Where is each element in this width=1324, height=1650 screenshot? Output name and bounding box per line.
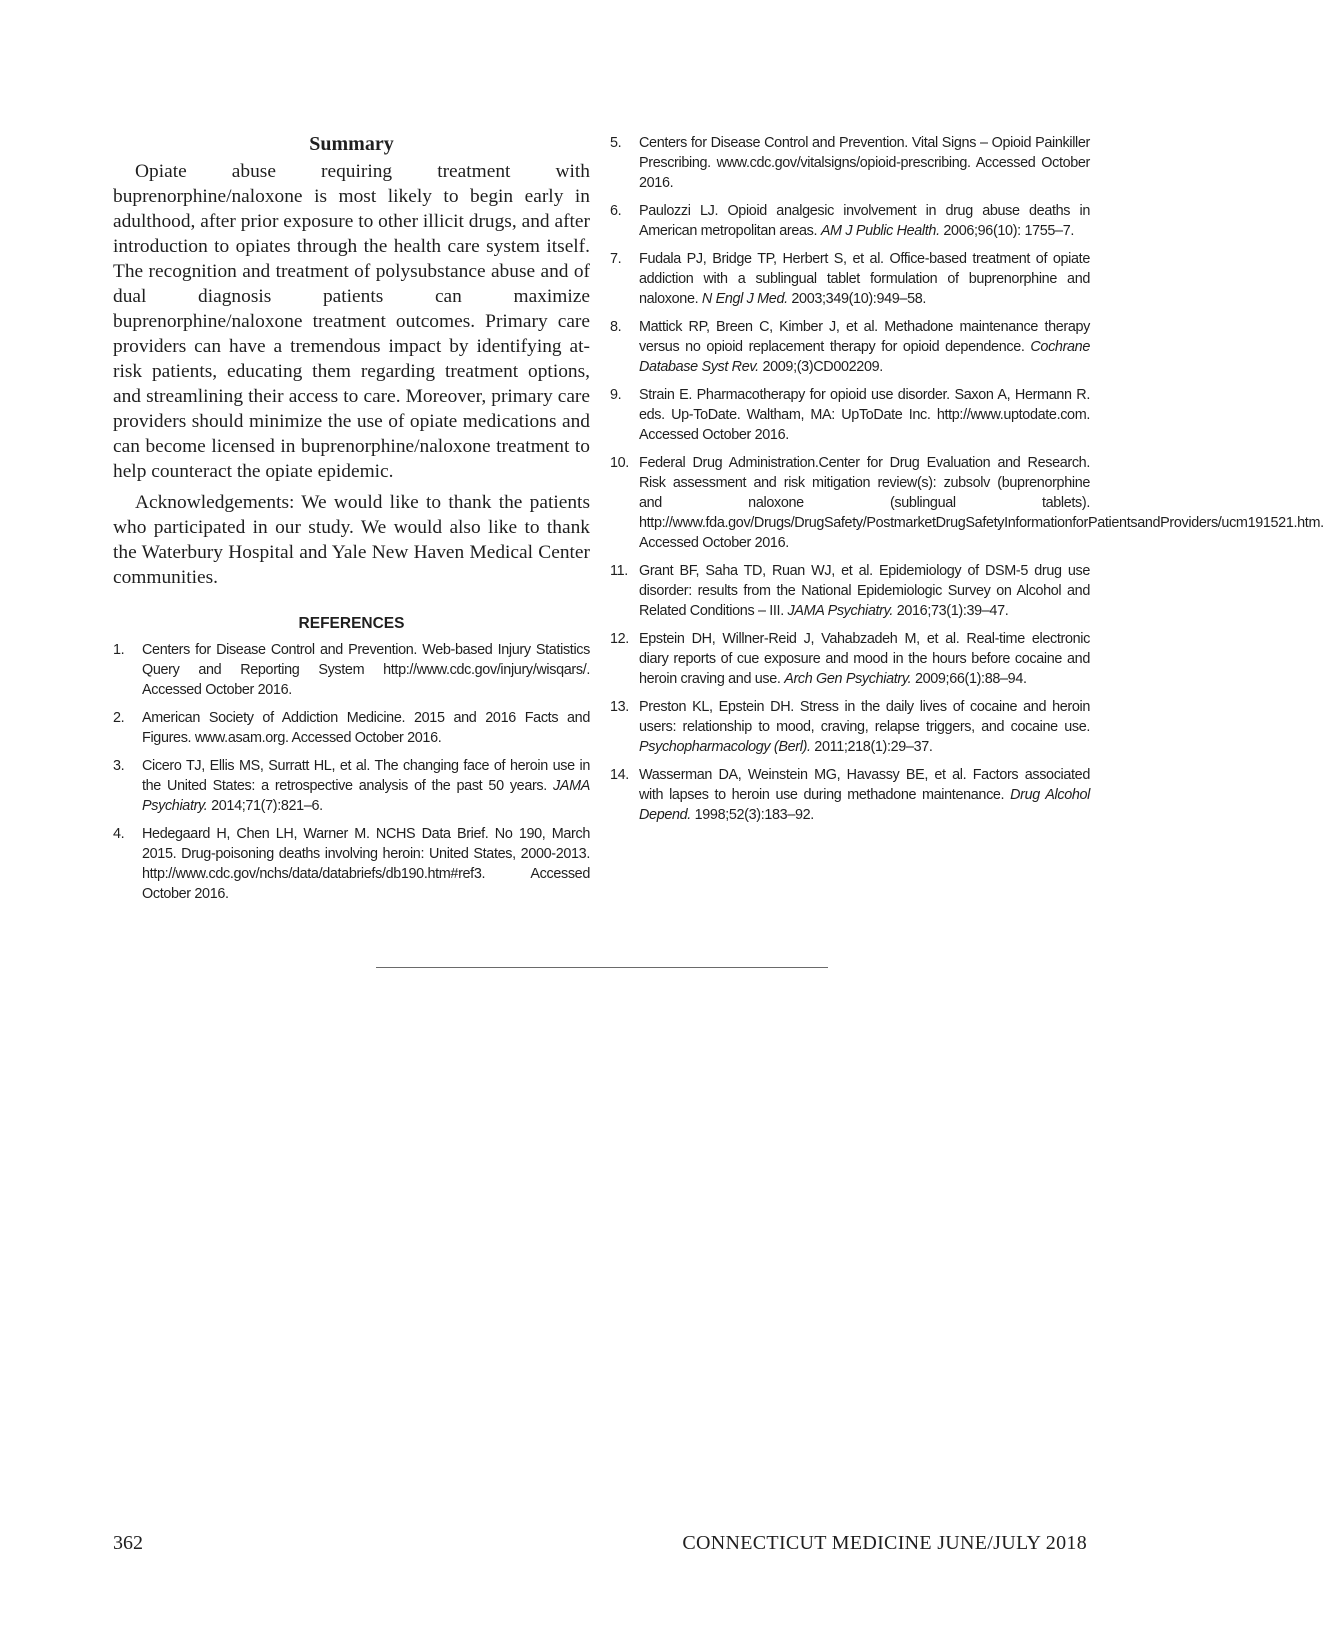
- summary-paragraph: Opiate abuse requiring treatment with buprenorphine/naloxone is most likely to begin early in adulthood, after prior exposure to other illicit drugs, and after introduction to opiates through the health care system itself. The recognition and treatment of polysubstance abuse and of dual diagnosis patients can maximize buprenorphine/naloxone treatment outcomes. Primary care providers can have a tremendous impact by identifying at-risk patients, educating them regarding treatment options, and streamlining their access to care. Moreover, primary care providers should minimize the use of opiate medications and can become licensed in buprenorphine/naloxone treatment to help counteract the opiate epidemic.: [113, 161, 590, 482]
- reference-details: 2006;96(10): 1755–7.: [939, 223, 1075, 239]
- reference-journal: Drug Alcohol Depend.: [639, 787, 1091, 823]
- reference-journal: N Engl J Med.: [701, 291, 788, 307]
- reference-journal: Cochrane Database Syst Rev.: [639, 339, 1090, 375]
- section-divider: [376, 967, 828, 968]
- reference-text: Fudala PJ, Bridge TP, Herbert S, et al. Office-based treatment of opiate addiction with a sublingual tablet formulation of buprenorphine and naloxone.: [639, 251, 1090, 307]
- reference-number: 11.: [610, 563, 628, 579]
- reference-text: Centers for Disease Control and Prevention. Vital Signs – Opioid Painkiller Prescribing. www.cdc.gov/vitalsigns/opioid-prescribing. Accessed October 2016.: [639, 135, 1090, 191]
- reference-item: [113, 756, 590, 816]
- reference-text: Paulozzi LJ. Opioid analgesic involvement in drug abuse deaths in American metropolitan areas.: [639, 203, 1090, 239]
- reference-number: 10.: [610, 455, 629, 471]
- reference-text: Grant BF, Saha TD, Ruan WJ, et al. Epidemiology of DSM-5 drug use disorder: results from the National Epidemiologic Survey on Alcohol and Related Conditions – III.: [639, 563, 1090, 619]
- reference-item: [610, 697, 1090, 757]
- reference-details: 2009;66(1):88–94.: [911, 671, 1027, 687]
- acknowledgements-paragraph: Acknowledgements: We would like to thank the patients who participated in our study. We would also like to thank the Waterbury Hospital and Yale New Haven Medical Center communities.: [113, 492, 590, 588]
- reference-item: [113, 708, 590, 748]
- reference-item: [610, 133, 1090, 193]
- reference-list-right: [610, 133, 1324, 825]
- left-column: [113, 131, 590, 912]
- reference-text: Strain E. Pharmacotherapy for opioid use disorder. Saxon A, Hermann R. eds. Up-ToDate. Waltham, MA: UpToDate Inc. http://www.uptodate.com. Accessed October 2016.: [639, 387, 1090, 443]
- reference-item: [610, 561, 1090, 621]
- reference-journal: AM J Public Health.: [820, 223, 940, 239]
- reference-details: 1998;52(3):183–92.: [690, 807, 814, 823]
- reference-number: 5.: [610, 135, 622, 151]
- page-number: 362: [113, 1532, 143, 1554]
- reference-text: Preston KL, Epstein DH. Stress in the daily lives of cocaine and heroin users: relationship to mood, craving, relapse triggers, and cocaine use.: [639, 699, 1090, 735]
- reference-details: 2003;349(10):949–58.: [787, 291, 927, 307]
- reference-journal: JAMA Psychiatry.: [787, 603, 894, 619]
- reference-number: 2.: [113, 710, 125, 726]
- reference-number: 3.: [113, 758, 125, 774]
- reference-item: [610, 629, 1090, 689]
- reference-details: 2009;(3)CD002209.: [758, 359, 883, 375]
- reference-details: 2011;218(1):29–37.: [810, 739, 933, 755]
- reference-number: 1.: [113, 642, 125, 658]
- reference-text: Wasserman DA, Weinstein MG, Havassy BE, et al. Factors associated with lapses to heroin use during methadone maintenance.: [639, 767, 1090, 803]
- reference-text: Hedegaard H, Chen LH, Warner M. NCHS Data Brief. No 190, March 2015. Drug-poisoning deaths involving heroin: United States, 2000-2013. http://www.cdc.gov/nchs/data/databriefs/db190.htm#ref3. Accessed October 2016.: [142, 826, 590, 902]
- reference-text: American Society of Addiction Medicine. 2015 and 2016 Facts and Figures. www.asam.org. Accessed October 2016.: [142, 710, 590, 746]
- reference-list-left: [113, 640, 590, 904]
- reference-details: 2014;71(7):821–6.: [207, 798, 323, 814]
- reference-item: [610, 249, 1090, 309]
- reference-item: [610, 317, 1090, 377]
- reference-text: Federal Drug Administration.Center for Drug Evaluation and Research. Risk assessment and risk mitigation review(s): zubsolv (buprenorphine and naloxone (sublingual tablets). http://www.fda.gov/Drugs/DrugSafety/PostmarketDrugSafetyInformationforPatientsandProviders/ucm191521.htm. Accessed October 2016.: [639, 455, 1324, 551]
- reference-number: 4.: [113, 826, 125, 842]
- reference-text: Centers for Disease Control and Prevention. Web-based Injury Statistics Query and Reporting System http://www.cdc.gov/injury/wisqars/. Accessed October 2016.: [142, 642, 590, 698]
- reference-journal: Arch Gen Psychiatry.: [784, 671, 912, 687]
- reference-item: [610, 201, 1090, 241]
- reference-item: [610, 385, 1090, 445]
- reference-number: 12.: [610, 631, 629, 647]
- reference-number: 6.: [610, 203, 622, 219]
- reference-number: 7.: [610, 251, 622, 267]
- right-column: [610, 133, 1324, 833]
- journal-footer: CONNECTICUT MEDICINE JUNE/JULY 2018: [682, 1532, 1087, 1554]
- reference-number: 8.: [610, 319, 622, 335]
- reference-item: [610, 453, 1324, 553]
- reference-journal: Psychopharmacology (Berl).: [639, 739, 811, 755]
- reference-details: 2016;73(1):39–47.: [893, 603, 1009, 619]
- reference-item: [113, 824, 590, 904]
- reference-number: 9.: [610, 387, 622, 403]
- reference-text: Epstein DH, Willner-Reid J, Vahabzadeh M, et al. Real-time electronic diary reports of cue exposure and mood in the hours before cocaine and heroin craving and use.: [639, 631, 1090, 687]
- reference-text: Mattick RP, Breen C, Kimber J, et al. Methadone maintenance therapy versus no opioid replacement therapy for opioid dependence.: [639, 319, 1090, 355]
- reference-number: 14.: [610, 767, 629, 783]
- references-heading: REFERENCES: [298, 615, 405, 632]
- reference-item: [610, 765, 1090, 825]
- summary-heading: Summary: [309, 133, 394, 155]
- reference-text: Cicero TJ, Ellis MS, Surratt HL, et al. The changing face of heroin use in the United States: a retrospective analysis of the past 50 years.: [142, 758, 590, 794]
- reference-item: [113, 640, 590, 700]
- reference-journal: JAMA Psychiatry.: [142, 778, 590, 814]
- reference-number: 13.: [610, 699, 629, 715]
